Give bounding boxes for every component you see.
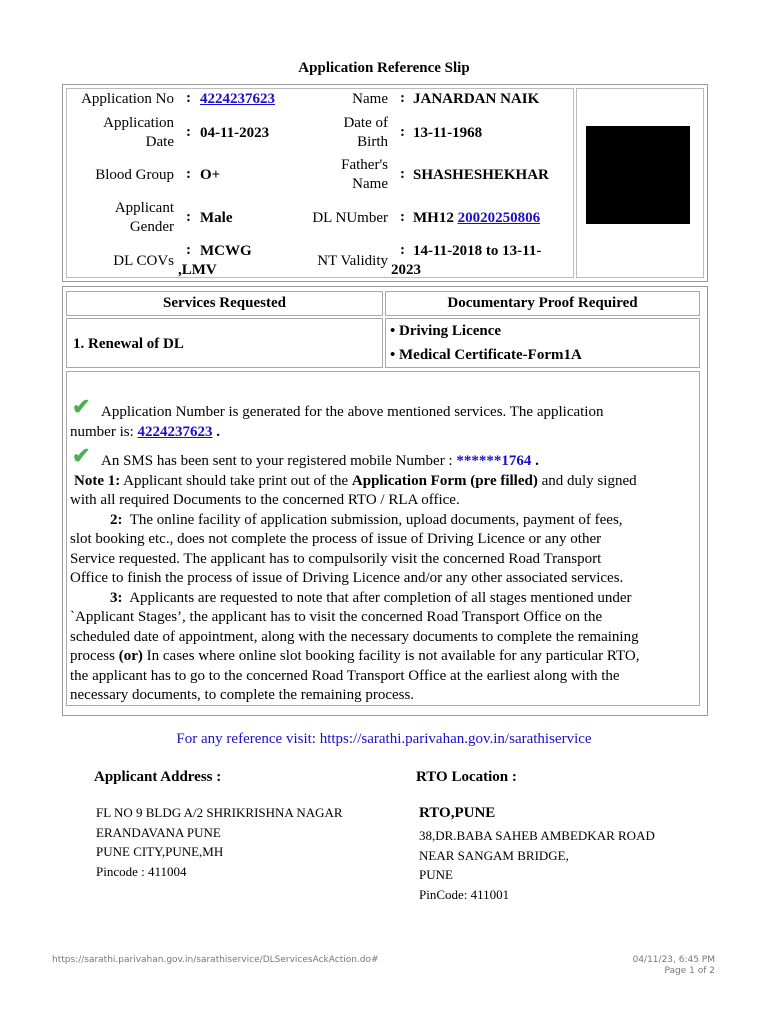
footer-page-number: Page 1 of 2 (664, 966, 715, 976)
rto-location-heading: RTO Location : (416, 769, 517, 785)
application-date: 04-11-2023 (200, 125, 270, 141)
address-line: NEAR SANGAM BRIDGE, (419, 847, 569, 863)
address-line: PUNE CITY,PUNE,MH (96, 844, 224, 859)
applicant-photo (586, 126, 690, 224)
footer-datetime: 04/11/23, 6:45 PM (632, 955, 715, 965)
gender-label-1: Applicant (114, 200, 174, 216)
address-line: 38,DR.BABA SAHEB AMBEDKAR ROAD (419, 828, 655, 843)
footer-url: https://sarathi.parivahan.gov.in/sarathiservice/DLServicesAckAction.do# (52, 955, 379, 965)
gender-label-2: Gender (129, 219, 174, 235)
dl-number-label: DL NUmber (312, 210, 388, 226)
colon: : (400, 242, 405, 258)
father-name-label-2: Name (352, 176, 388, 192)
gender: Male (200, 210, 233, 226)
father-name-label-1: Father's (341, 157, 388, 173)
note-3: 3: Applicants are requested to note that after completion of all stages mentioned under (110, 590, 632, 606)
rto-address (419, 826, 655, 904)
address-line: ERANDAVANA PUNE (96, 824, 221, 840)
colon: : (186, 90, 191, 106)
blood-group-label: Blood Group (95, 167, 174, 183)
dob-label-2: Birth (357, 134, 388, 150)
address-line: FL NO 9 BLDG A/2 SHRIKRISHNA NAGAR (96, 805, 343, 820)
message-application-number: Application Number is generated for the above mentioned services. The application (101, 404, 604, 420)
blood-group: O+ (200, 167, 221, 183)
dl-covs-2: ,LMV (178, 262, 217, 278)
application-date-label-2: Date (145, 134, 174, 150)
nt-validity-2: 2023 (391, 262, 421, 278)
nt-validity-label: NT Validity (317, 253, 388, 269)
application-date-label-1: Application (103, 115, 174, 131)
colon: : (400, 124, 405, 140)
reference-link-text[interactable]: For any reference visit: https://sarathi.parivahan.gov.in/sarathiservice (176, 731, 592, 747)
dl-covs-1: MCWG (200, 243, 252, 259)
note-1: Note 1: Applicant should take print out of the Application Form (pre filled) and duly signed (74, 473, 637, 489)
page-title: Application Reference Slip (298, 60, 470, 76)
colon: : (186, 124, 191, 140)
proof-item: • Driving Licence (390, 323, 502, 339)
message-application-number-2: number is: 4224237623 . (70, 424, 220, 440)
rto-name: RTO,PUNE (419, 805, 496, 821)
checkmark-icon: ✔ (72, 443, 91, 468)
mobile-number: ******1764 (456, 453, 532, 469)
address-line: PUNE (419, 867, 453, 882)
colon: : (186, 166, 191, 182)
address-pincode: Pincode : 411004 (96, 863, 187, 879)
note-1-line-2: with all required Documents to the concerned RTO / RLA office. (70, 492, 460, 508)
application-no-link[interactable]: 4224237623 (200, 91, 275, 107)
note-3-line: scheduled date of appointment, along with the necessary documents to complete the remaining (70, 629, 639, 645)
date-of-birth: 13-11-1968 (413, 125, 483, 141)
address-pincode: PinCode: 411001 (419, 886, 510, 902)
applicant-address (96, 803, 343, 881)
proof-item: • Medical Certificate-Form1A (390, 347, 582, 363)
dl-prefix: MH12 (413, 210, 454, 226)
colon: : (186, 209, 191, 225)
applicant-name: JANARDAN NAIK (413, 91, 540, 107)
father-name: SHASHESHEKHAR (413, 167, 549, 183)
note-2-line: Office to finish the process of issue of Driving Licence and/or any other associated services. (70, 570, 624, 586)
note-2-line: Service requested. The applicant has to compulsorily visit the concerned Road Transport (70, 551, 602, 567)
applicant-address-heading: Applicant Address : (94, 769, 222, 785)
note-3-line: the applicant has to go to the concerned Road Transport Office at the earliest along with the (70, 668, 620, 684)
note-2-line: slot booking etc., does not complete the process of issue of Driving Licence or any other (70, 531, 602, 547)
dob-label-1: Date of (343, 115, 388, 131)
note-2: 2: The online facility of application submission, upload documents, payment of fees, (110, 512, 623, 528)
service-item: 1. Renewal of DL (73, 336, 184, 352)
note-3-line: `Applicant Stages’, the applicant has to visit the concerned Road Transport Office on the (70, 609, 603, 625)
note-3-line: process (or) In cases where online slot booking facility is not available for any particular RTO, (70, 648, 640, 664)
name-label: Name (352, 91, 388, 107)
colon: : (400, 90, 405, 106)
note-3-line: necessary documents, to complete the remaining process. (70, 687, 415, 703)
application-no-label: Application No (81, 91, 174, 107)
dl-covs-label: DL COVs (113, 253, 174, 269)
checkmark-icon: ✔ (72, 394, 91, 419)
services-requested-header: Services Requested (163, 295, 286, 311)
dl-number-link[interactable]: 20020250806 (457, 210, 541, 226)
colon: : (400, 209, 405, 225)
dl-number (413, 209, 540, 228)
application-number-link[interactable]: 4224237623 (137, 424, 213, 440)
nt-validity-1: 14-11-2018 to 13-11- (413, 243, 542, 259)
message-sms: An SMS has been sent to your registered mobile Number : ******1764 . (101, 453, 539, 469)
colon: : (400, 166, 405, 182)
colon: : (186, 242, 191, 258)
documentary-proof-header: Documentary Proof Required (447, 295, 638, 311)
